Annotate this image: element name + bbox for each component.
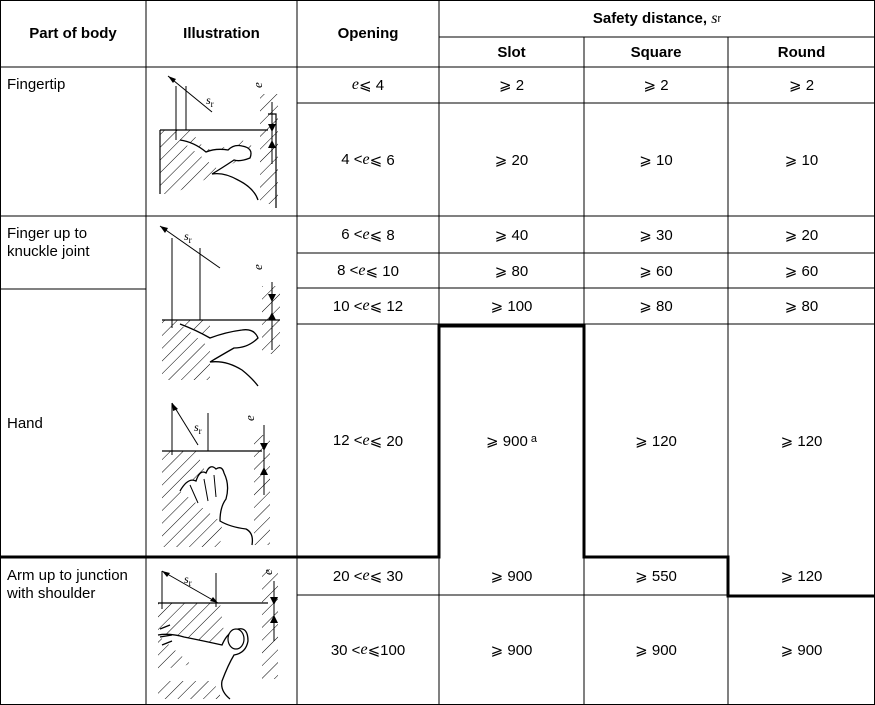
slot-cell: ⩾ 900: [490, 642, 533, 659]
part-arm-shoulder: Arm up to junction with shoulder: [7, 567, 128, 602]
part-finger-knuckle: Finger up to knuckle joint: [7, 225, 90, 260]
opening-cell: 30 < e ⩽100: [330, 641, 406, 659]
svg-text:sr: $s_r$: [184, 229, 192, 245]
header-round: Round: [777, 43, 826, 61]
square-cell: ⩾ 900: [635, 642, 677, 659]
svg-text:e: e: [260, 569, 275, 575]
slot-cell: ⩾ 2: [498, 77, 525, 94]
header-square: Square: [630, 43, 682, 61]
opening-cell: 10 < e ⩽ 12: [332, 297, 404, 315]
part-fingertip: Fingertip: [7, 76, 66, 93]
knuckle-illustration: [150, 220, 294, 390]
opening-cell: 8 < e ⩽ 10: [337, 261, 399, 280]
square-cell: ⩾ 2: [643, 77, 669, 94]
round-cell: ⩾ 20: [784, 226, 819, 244]
header-part-of-body: Part of body: [29, 25, 117, 42]
dim-sr-label: $s_r$: [206, 93, 214, 109]
hand-illustration: [150, 395, 294, 553]
header-safety-distance: Safety distance, s r: [592, 9, 722, 27]
square-cell: ⩾ 80: [639, 298, 673, 315]
opening-cell: e ⩽ 4: [351, 76, 385, 94]
slot-cell: ⩾ 40: [494, 226, 529, 244]
header-slot: Slot: [497, 43, 526, 61]
part-hand: Hand: [7, 414, 43, 432]
opening-cell: 12 < e ⩽ 20: [332, 431, 404, 450]
opening-cell: 4 < e ⩽ 6: [341, 150, 395, 169]
round-cell: ⩾ 900: [780, 642, 823, 659]
header-opening: Opening: [337, 25, 399, 42]
header-illustration: Illustration: [183, 25, 260, 42]
slot-cell: ⩾ 900: [490, 568, 533, 585]
round-cell: ⩾ 2: [788, 77, 815, 94]
svg-text:e: e: [250, 264, 265, 270]
square-cell: ⩾ 30: [639, 226, 673, 244]
square-cell: ⩾ 550: [635, 568, 677, 585]
square-cell: ⩾ 60: [639, 262, 673, 280]
opening-cell: 20 < e ⩽ 30: [332, 567, 404, 585]
slot-cell: ⩾ 80: [494, 262, 529, 280]
arm-illustration: [150, 561, 294, 703]
square-cell: ⩾ 120: [635, 432, 677, 450]
round-cell: ⩾ 80: [784, 298, 819, 315]
svg-text:e: e: [242, 415, 257, 421]
dim-e-label: e: [250, 82, 265, 88]
square-cell: ⩾ 10: [639, 151, 673, 169]
fingertip-illustration: [150, 68, 294, 214]
opening-cell: 6 < e ⩽ 8: [341, 225, 395, 244]
slot-cell: ⩾ 100: [490, 298, 533, 315]
svg-text:sr: $s_r$: [184, 572, 192, 588]
round-cell: ⩾ 120: [780, 568, 823, 585]
footnote-marker: a: [530, 432, 537, 445]
svg-text:sr: $s_r$: [194, 420, 202, 436]
round-cell: ⩾ 10: [784, 151, 819, 169]
round-cell: ⩾ 60: [784, 262, 819, 280]
slot-cell: ⩾ 20: [494, 151, 529, 169]
slot-cell: ⩾ 900 $^a$: [486, 432, 537, 450]
round-cell: ⩾ 120: [780, 432, 823, 450]
